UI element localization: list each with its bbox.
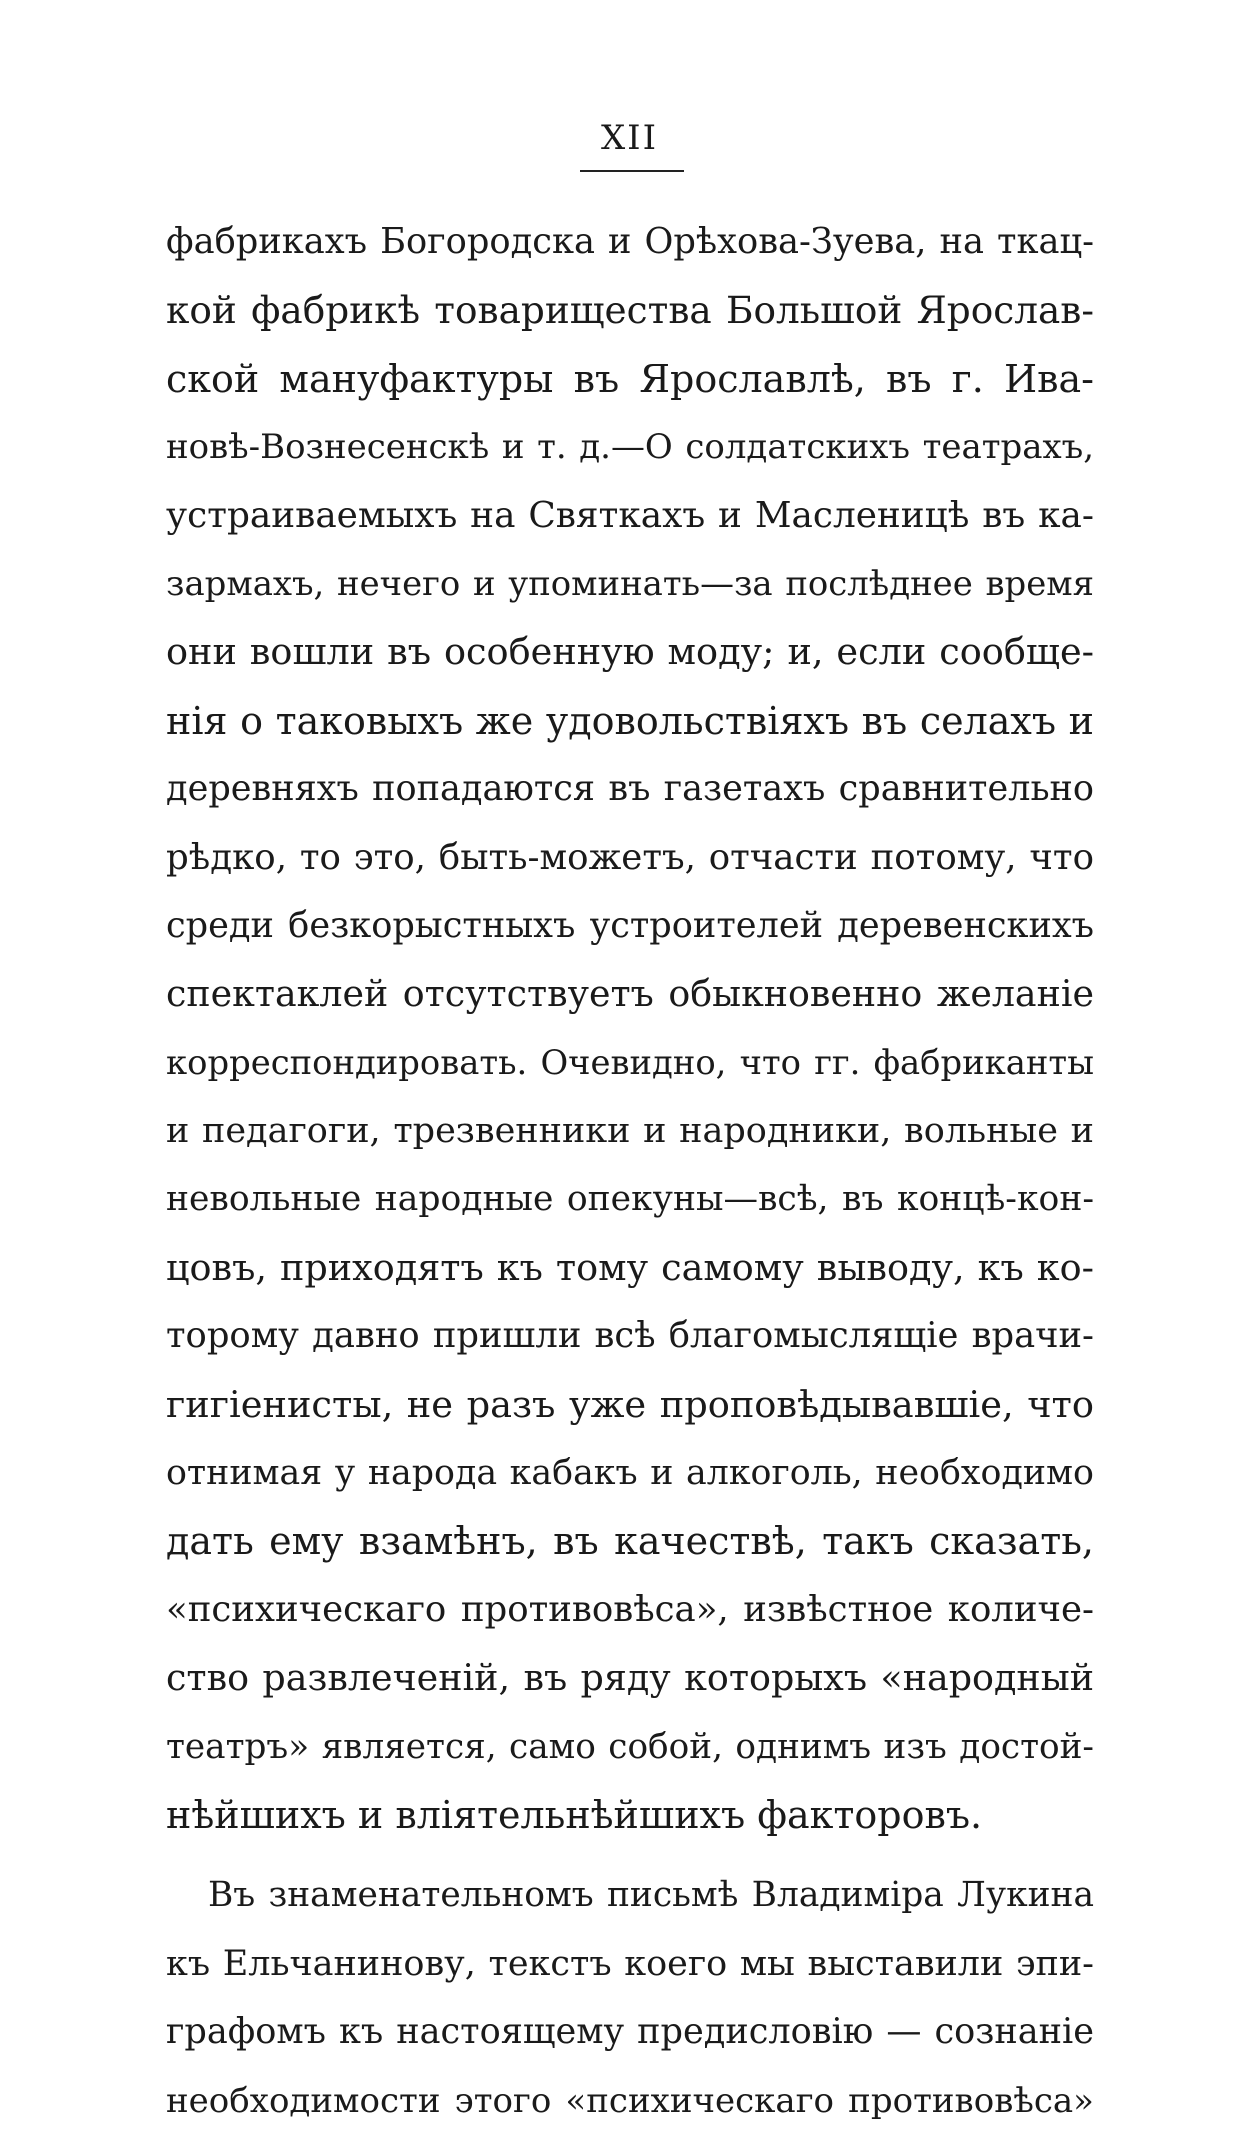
paragraph-gap [166, 1849, 1094, 1861]
paragraph-2 [166, 1861, 1094, 2135]
text-line: графомъ къ настоящему предисловію — сознаніе [166, 2011, 1094, 2053]
text-line: и педагоги, трезвенники и народники, вольные и [166, 1111, 1094, 1152]
text-line: необходимости этого «психическаго противовѣса» [166, 2080, 1094, 2121]
paragraph-1 [166, 208, 1094, 1849]
text-line: деревняхъ попадаются въ газетахъ сравнительно [166, 768, 1094, 810]
text-line: они вошли въ особенную моду; и, если сообще- [166, 630, 1094, 674]
page-number: XII [600, 118, 659, 158]
text-line: рѣдко, то это, быть-можетъ, отчасти потому, что [166, 836, 1094, 878]
text-line: кой фабрикѣ товарищества Большой Ярослав- [166, 288, 1094, 333]
text-line: ство развлеченій, въ ряду которыхъ «народный [166, 1656, 1094, 1700]
text-line: дать ему взамѣнъ, въ качествѣ, такъ сказать, [166, 1519, 1094, 1564]
text-line: нѣйшихъ и вліятельнѣйшихъ факторовъ. [166, 1792, 983, 1837]
header-rule [580, 170, 684, 172]
text-line: спектаклей отсутствуетъ обыкновенно желаніе [166, 972, 1094, 1016]
text-line: фабрикахъ Богородска и Орѣхова-Зуева, на ткац- [166, 221, 1094, 262]
text-line: торому давно пришли всѣ благомыслящіе врачи- [166, 1315, 1094, 1357]
text-line: зармахъ, нечего и упоминать—за послѣднее время [166, 563, 1094, 603]
text-line: устраиваемыхъ на Святкахъ и Масленицѣ въ ка- [166, 494, 1094, 536]
text-line: Въ знаменательномъ письмѣ Владиміра Лукина [208, 1875, 1094, 1916]
body-text [166, 208, 1094, 2135]
text-line: новѣ-Вознесенскѣ и т. д.—О солдатскихъ театрахъ, [166, 427, 1094, 468]
text-line: среди безкорыстныхъ устроителей деревенскихъ [166, 904, 1094, 946]
text-line: цовъ, приходятъ къ тому самому выводу, къ ко- [166, 1245, 1094, 1289]
text-line: корреспондировать. Очевидно, что гг. фабриканты [166, 1042, 1094, 1082]
text-line: невольные народные опекуны—всѣ, въ концѣ-кон- [166, 1179, 1094, 1220]
text-line: отнимая у народа кабакъ и алкоголь, необходимо [166, 1453, 1094, 1494]
text-line: нія о таковыхъ же удовольствіяхъ въ селахъ и [166, 698, 1094, 743]
text-line: ской мануфактуры въ Ярославлѣ, въ г. Ива- [166, 356, 1094, 401]
text-line: «психическаго противовѣса», извѣстное количе- [166, 1588, 1094, 1630]
text-line: къ Ельчанинову, текстъ коего мы выставили эпи- [166, 1943, 1094, 1984]
text-line: гигіенисты, не разъ уже проповѣдывавшіе, что [166, 1382, 1094, 1426]
text-line: театръ» является, само собой, однимъ изъ достой- [166, 1726, 1094, 1767]
